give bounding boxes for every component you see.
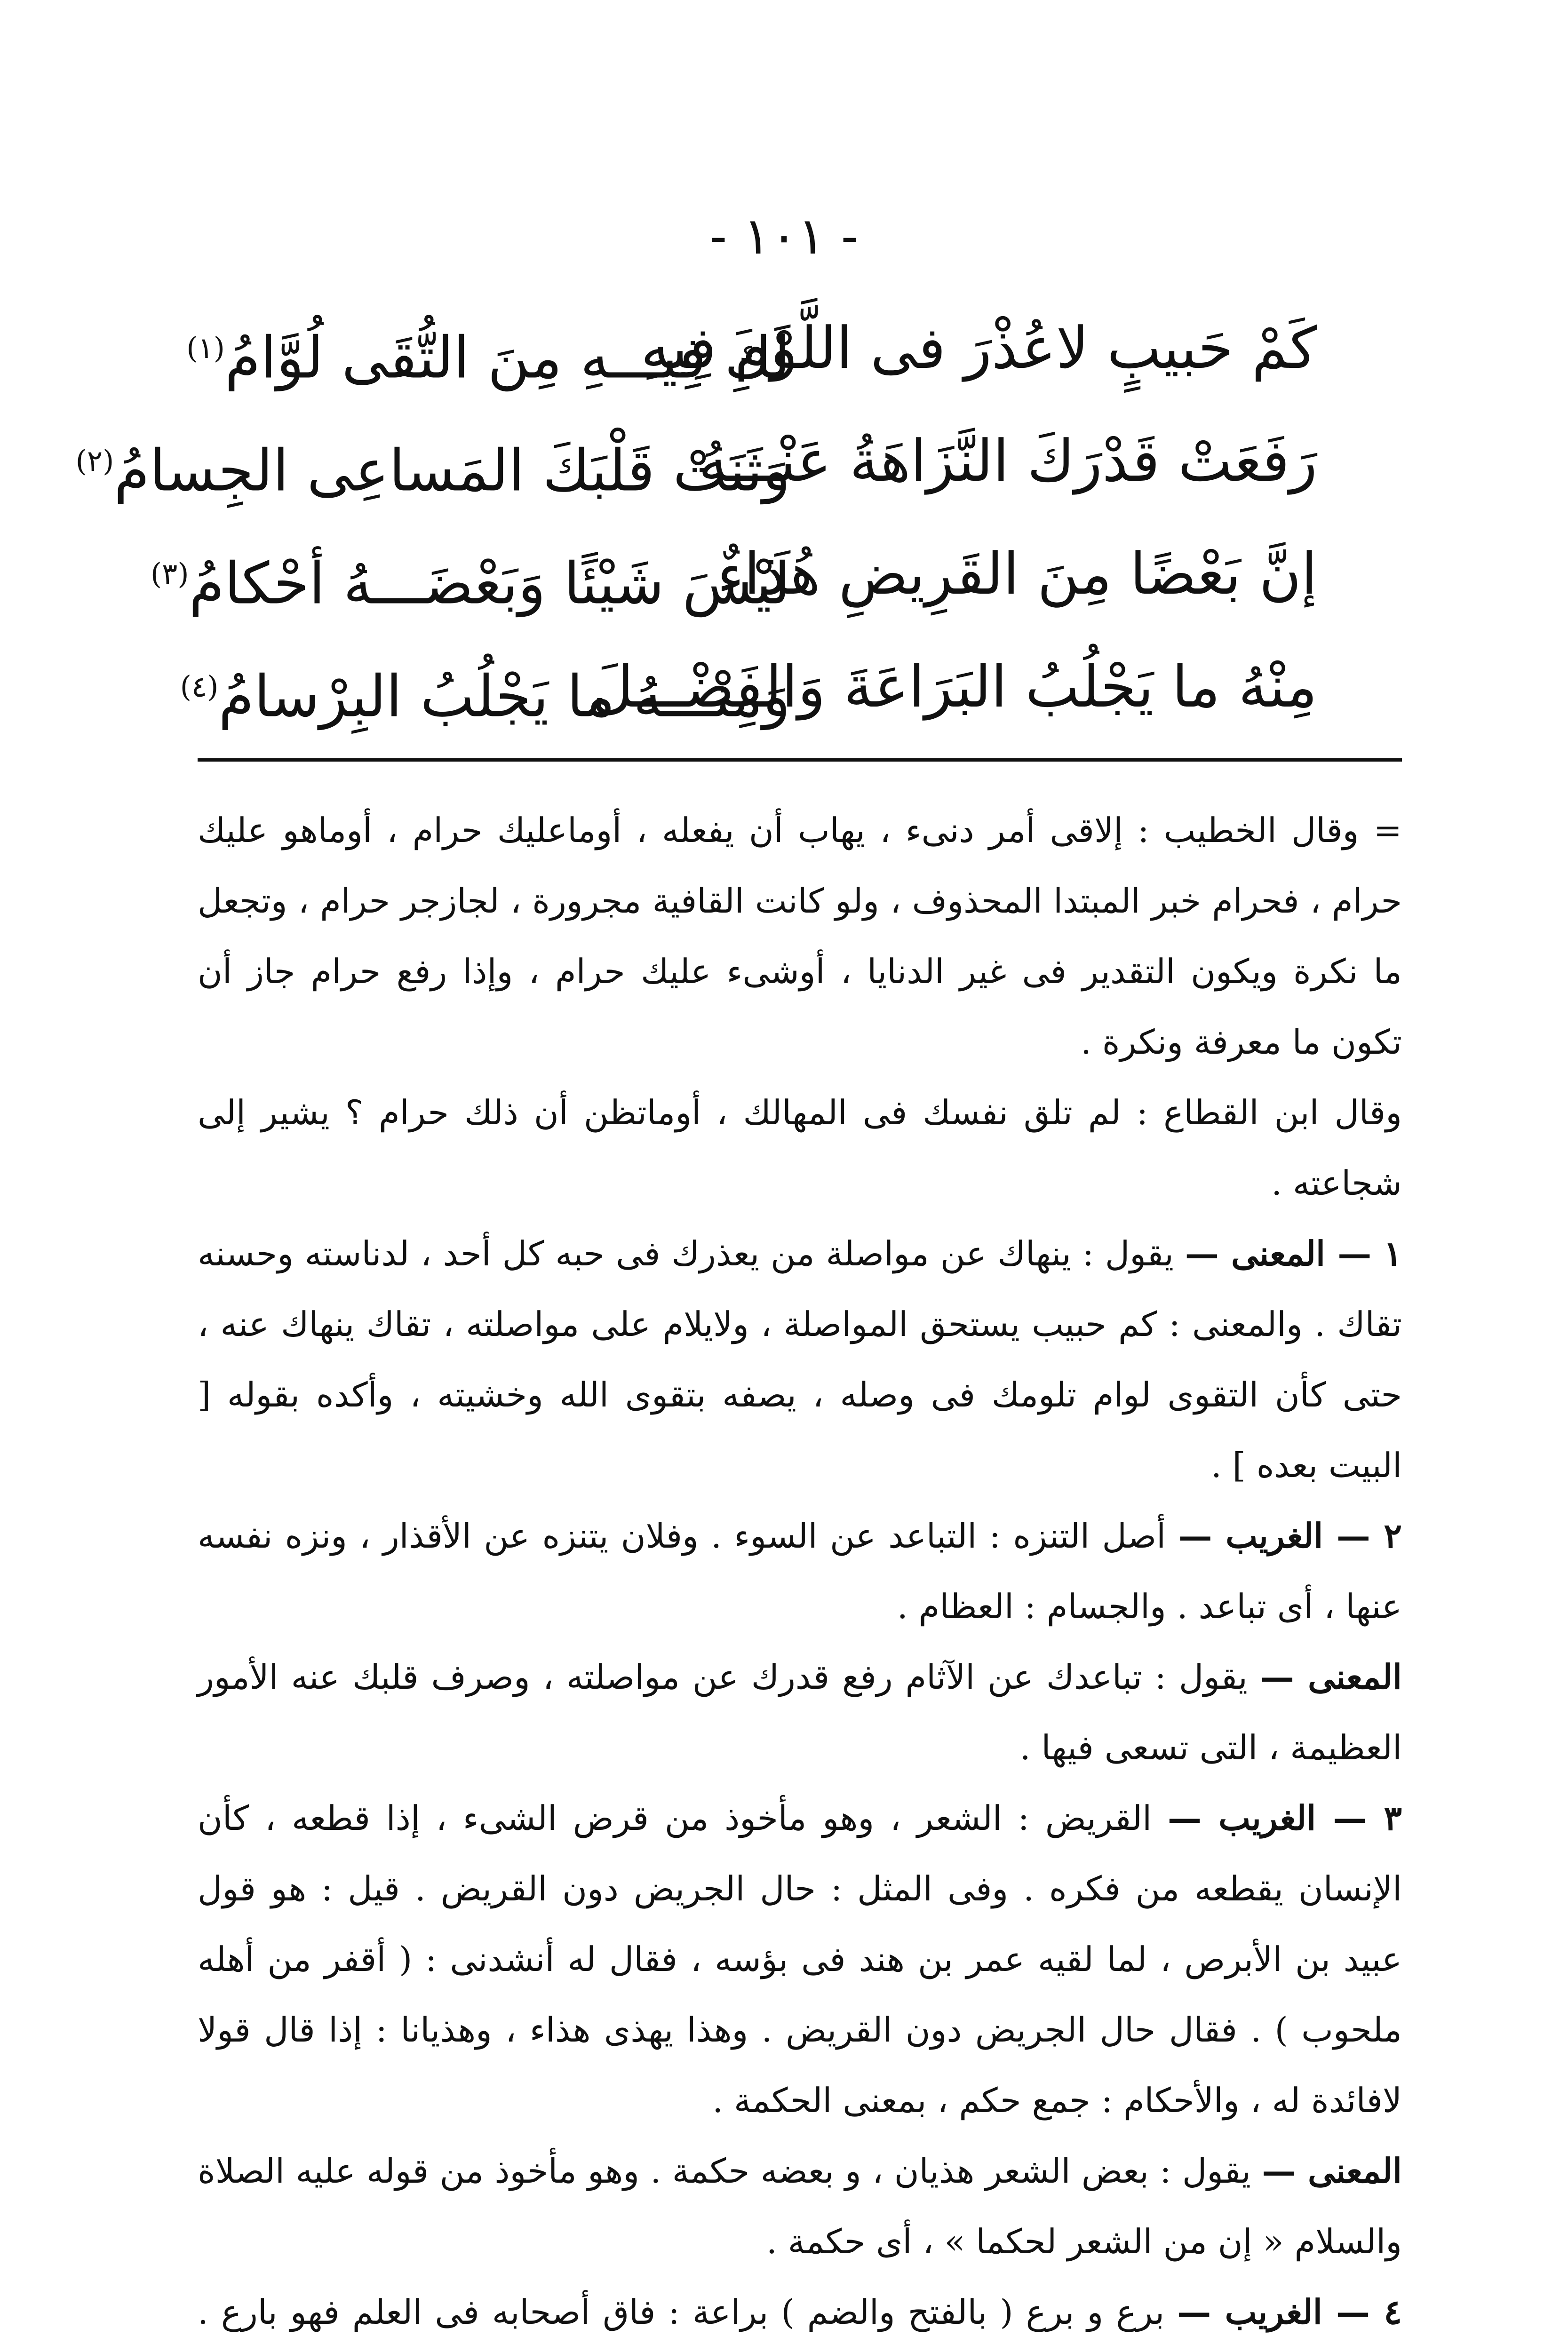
- commentary-paragraph-7-heading: المعنى —: [1262, 2151, 1402, 2191]
- commentary-paragraph-4: [198, 1501, 1402, 1642]
- commentary-paragraph-7: [198, 2136, 1402, 2277]
- verse-1-second-hemistich-text: لَكَ فِيـــهِ مِنَ التُّقَى لُوَّامُ: [224, 324, 790, 391]
- verse-4-first-hemistich: مِنْهُ ما يَجْلُبُ البَرَاعَةَ وَالفَضْـــلَ: [591, 653, 1317, 720]
- verse-3-second-hemistich: [150, 527, 790, 631]
- verse-3-second-hemistich-text: لَيْسَ شَيْئًا وَبَعْضَـــهُ أحْكامُ: [189, 550, 790, 617]
- commentary-paragraph-2-text: وقال ابن القطاع : لم تلق نفسك فى المهالك ، أوماتظن أن ذلك حرام ؟ يشير إلى شجاعته .: [198, 1093, 1402, 1203]
- verse-2: [75, 414, 1317, 527]
- commentary: [198, 795, 1402, 2352]
- commentary-paragraph-6-text: القريض : الشعر ، وهو مأخوذ من قرض الشىء ، إذا قطعه ، كأن الإنسان يقطعه من فكره . وفى المثل : حال الجريض دون القريض . قيل : هو قول عبيد بن الأبرص ، لما لقيه عمر بن هند فى بؤسه ، فقال له أنشدنى : ( أقفر من أهله ملحوب ) . فقال حال الجريض دون القريض . وهذا يهذى هذاء ، وهذيانا : إذا قال قولا لافائدة له ، والأحكام : جمع حكم ، بمعنى الحكمة .: [198, 1798, 1402, 2120]
- commentary-paragraph-8-heading: ٤ — الغريب —: [1177, 2292, 1402, 2332]
- footnote-mark-4: (٤): [180, 669, 219, 704]
- poem: [75, 301, 1317, 753]
- commentary-paragraph-1: [198, 795, 1402, 1077]
- commentary-paragraph-1-text: = وقال الخطيب : إلاقى أمر دنىء ، يهاب أن يفعله ، أوماعليك حرام ، أوماهو عليك حرام ، فحرام خبر المبتدا المحذوف ، ولو كانت القافية مجرورة ، لجازجر حرام ، وتجعل ما نكرة ويكون التقدير فى غير الدنايا ، أوشىء عليك حرام ، وإذا رفع حرام جاز أن تكون ما معرفة ونكرة .: [198, 810, 1402, 1062]
- page-number: - ١٠١ -: [709, 207, 859, 266]
- footnote-mark-1: (١): [186, 331, 225, 365]
- commentary-paragraph-5-heading: المعنى —: [1260, 1657, 1402, 1697]
- commentary-paragraph-8: [198, 2277, 1402, 2352]
- footnote-mark-2: (٢): [75, 444, 114, 478]
- verse-2-second-hemistich: [75, 414, 790, 518]
- verse-2-second-hemistich-text: وَثَنَتْ قَلْبَكَ المَساعِى الجِسامُ: [114, 437, 790, 504]
- verse-4-second-hemistich-text: وَمِنْـــهُ ما يَجْلُبُ البِرْسامُ: [218, 663, 790, 730]
- commentary-paragraph-3-text: يقول : ينهاك عن مواصلة من يعذرك فى حبه كل أحد ، لدناسته وحسنه تقاك . والمعنى : كم حبيب يستحق المواصلة ، ولايلام على مواصلته ، تقاك ينهاك عنه ، حتى كأن التقوى لوام تلومك فى وصله ، يصفه بتقوى الله وخشيته ، وأكده بقوله [ البيت بعده ] .: [198, 1234, 1402, 1485]
- commentary-paragraph-4-text: أصل التنزه : التباعد عن السوء . وفلان يتنزه عن الأقذار ، ونزه نفسه عنها ، أى تباعد . والجسام : العظام .: [198, 1516, 1402, 1626]
- verse-3-first-hemistich: إنَّ بَعْضًا مِنَ القَرِيضِ هُذاءٌ: [717, 540, 1317, 607]
- commentary-paragraph-5: [198, 1642, 1402, 1783]
- verse-1-first-hemistich: كَمْ حَبيبٍ لاعُذْرَ فى اللَّوْمِ فِيهِ: [641, 315, 1317, 381]
- footnote-mark-3: (٣): [150, 556, 189, 591]
- commentary-paragraph-5-text: يقول : تباعدك عن الآثام رفع قدرك عن مواصلته ، وصرف قلبك عنه الأمور العظيمة ، التى تسعى فيها .: [198, 1657, 1402, 1767]
- commentary-paragraph-8-text: برع و برع ( بالفتح والضم ) براعة : فاق أصحابه فى العلم فهو بارع .: [198, 2292, 1165, 2332]
- separator-rule: [198, 758, 1402, 762]
- verse-4-second-hemistich: [180, 640, 790, 744]
- commentary-paragraph-6-heading: ٣ — الغريب —: [1168, 1798, 1402, 1838]
- commentary-paragraph-7-text: يقول : بعض الشعر هذيان ، و بعضه حكمة . وهو مأخوذ من قوله عليه الصلاة والسلام « إن من الشعر لحكما » ، أى حكمة .: [198, 2151, 1402, 2261]
- commentary-paragraph-4-heading: ٢ — الغريب —: [1178, 1516, 1402, 1556]
- commentary-paragraph-2: [198, 1077, 1402, 1218]
- commentary-paragraph-3-heading: ١ — المعنى —: [1185, 1233, 1402, 1273]
- verse-3: [150, 527, 1317, 640]
- verse-1: [186, 301, 1317, 414]
- verse-1-second-hemistich: [186, 301, 790, 405]
- verse-2-first-hemistich: رَفَعَتْ قَدْرَكَ النَّزَاهَةُ عَنْـــهُ: [698, 428, 1317, 494]
- verse-4: [180, 640, 1317, 753]
- commentary-paragraph-3: [198, 1218, 1402, 1501]
- commentary-paragraph-6: [198, 1783, 1402, 2136]
